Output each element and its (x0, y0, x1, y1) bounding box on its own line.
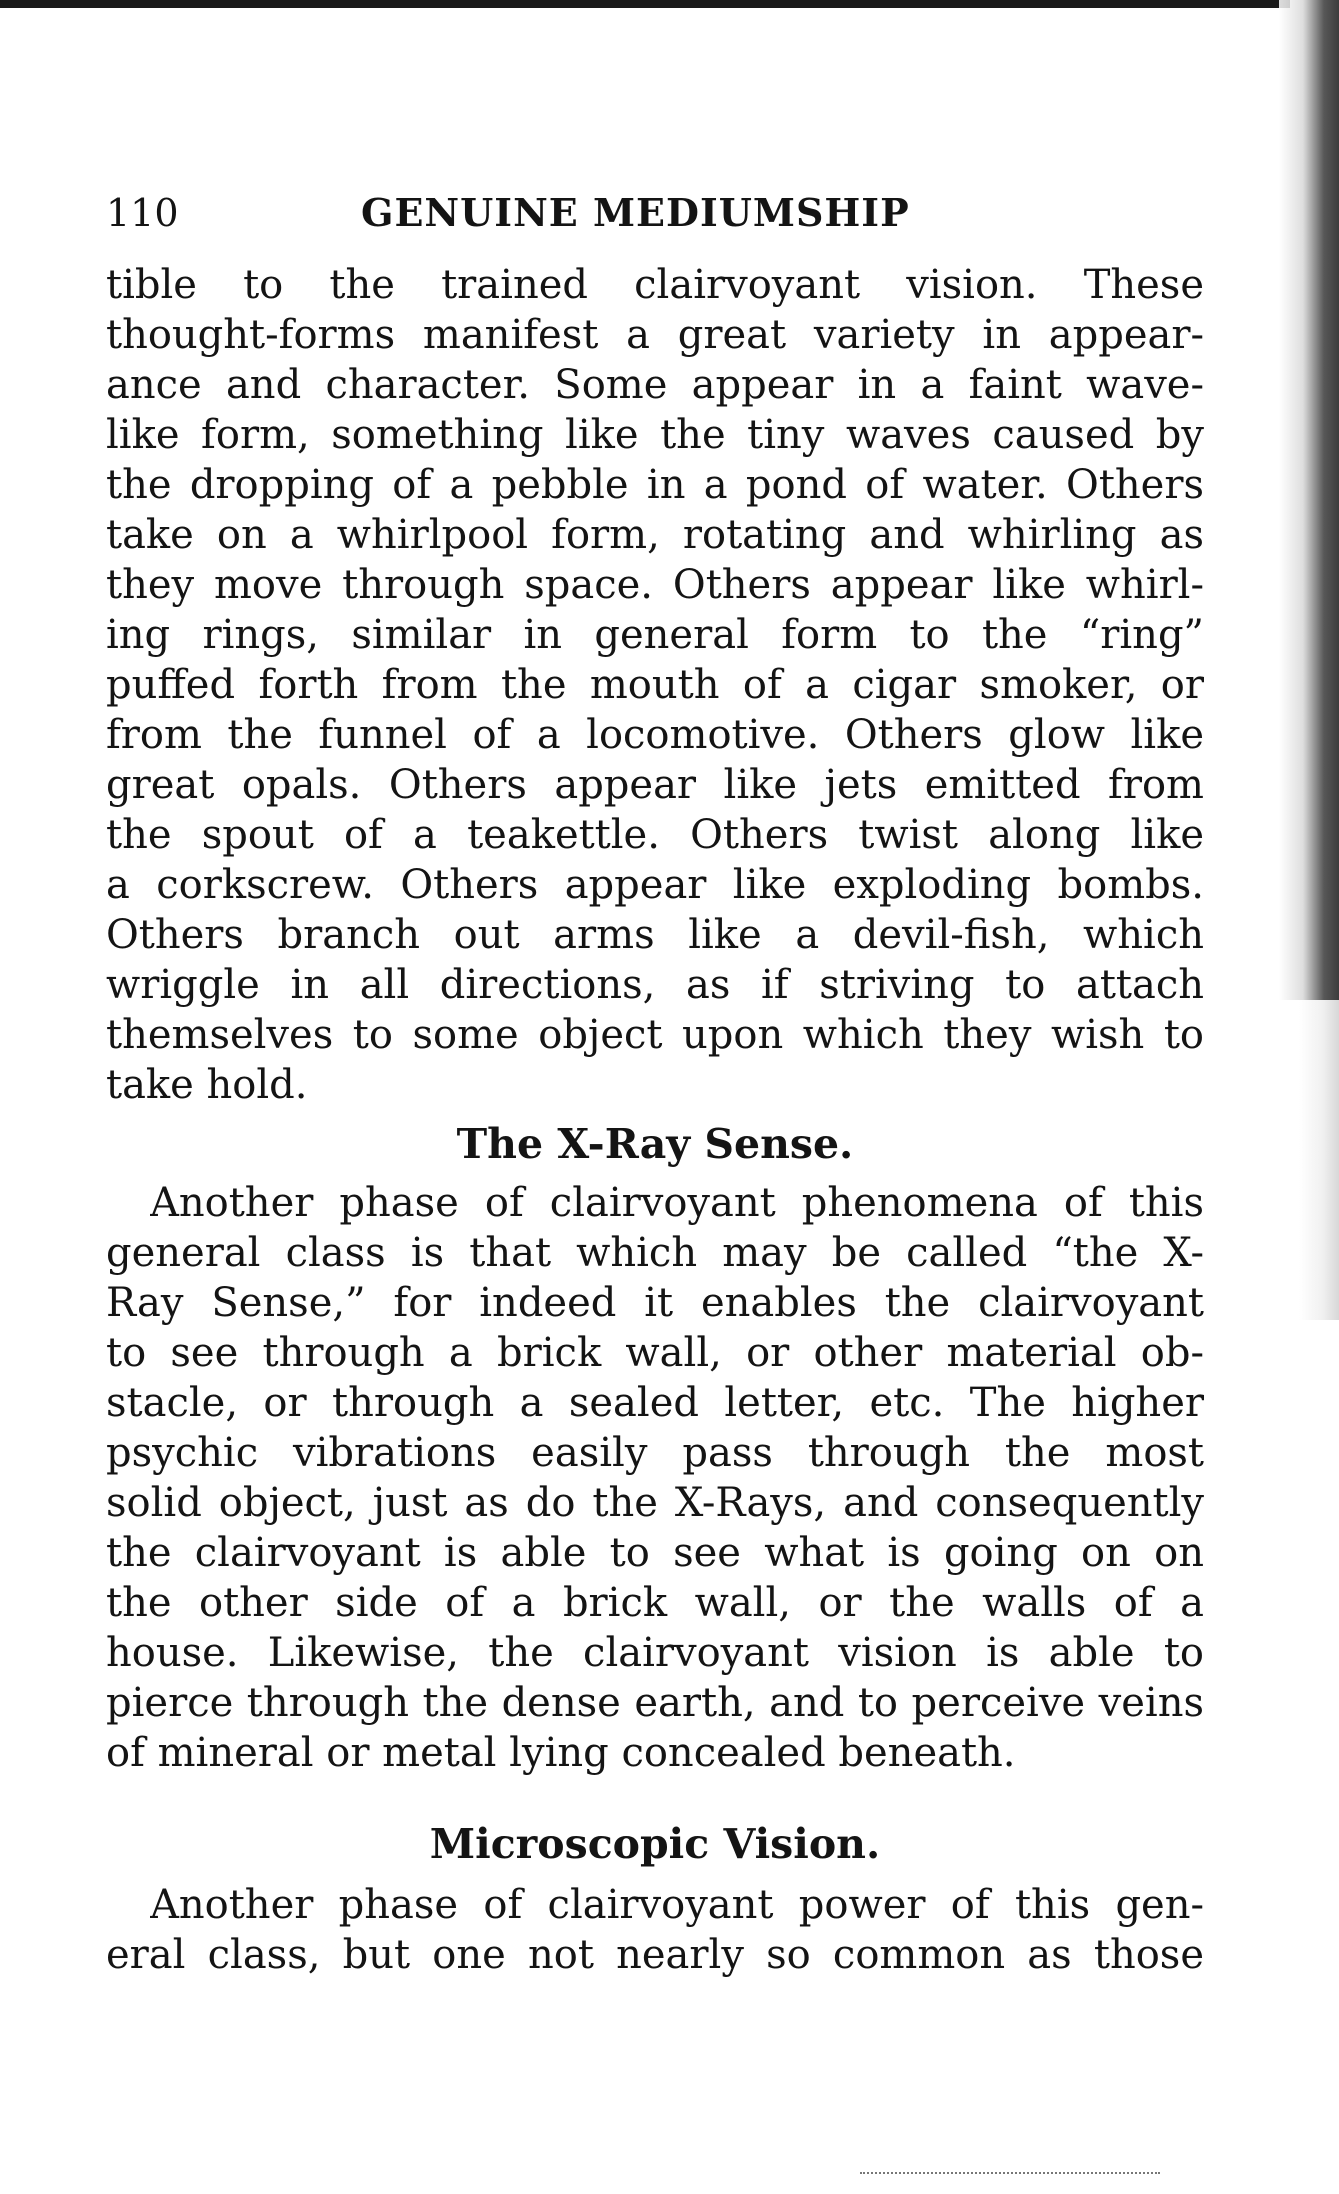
text-line: stacle, or through a sealed letter, etc. The higher (106, 1380, 1204, 1426)
text-line: the spout of a teakettle. Others twist along like (106, 812, 1204, 858)
section-heading-microscopic-vision: Microscopic Vision. (429, 1820, 881, 1868)
text-line: take on a whirlpool form, rotating and whirling as (106, 512, 1204, 558)
text-line: general class is that which may be called “the X- (106, 1230, 1204, 1276)
text-line: tible to the trained clairvoyant vision. These (106, 262, 1204, 308)
text-line: wriggle in all directions, as if striving to attach (106, 962, 1204, 1008)
text-line: to see through a brick wall, or other material ob- (106, 1330, 1204, 1376)
text-line: eral class, but one not nearly so common as those (106, 1932, 1204, 1978)
text-line: thought-forms manifest a great variety in appear- (106, 312, 1204, 358)
text-line: house. Likewise, the clairvoyant vision is able to (106, 1630, 1204, 1676)
text-line: Others branch out arms like a devil-fish, which (106, 912, 1204, 958)
running-title: GENUINE MEDIUMSHIP (361, 190, 910, 235)
page-header (106, 188, 1206, 238)
text-line: from the funnel of a locomotive. Others glow like (106, 712, 1204, 758)
text-line: they move through space. Others appear like whirl- (106, 562, 1204, 608)
text-line: the other side of a brick wall, or the walls of a (106, 1580, 1204, 1626)
text-line: the clairvoyant is able to see what is going on on (106, 1530, 1204, 1576)
text-line: pierce through the dense earth, and to perceive veins (106, 1680, 1204, 1726)
page-edge-shadow (1279, 0, 1339, 1000)
text-line: themselves to some object upon which they wish to (106, 1012, 1204, 1058)
text-line: Another phase of clairvoyant phenomena of this (150, 1180, 1204, 1226)
text-line: psychic vibrations easily pass through the most (106, 1430, 1204, 1476)
text-line: great opals. Others appear like jets emitted from (106, 762, 1204, 808)
text-line: the dropping of a pebble in a pond of water. Others (106, 462, 1204, 508)
text-line: take hold. (106, 1062, 308, 1108)
page-top-edge (0, 0, 1290, 8)
page-edge-shadow-lower (1299, 1000, 1339, 1320)
text-line: Another phase of clairvoyant power of this gen- (150, 1882, 1204, 1928)
text-line: ance and character. Some appear in a faint wave- (106, 362, 1204, 408)
text-line: Ray Sense,” for indeed it enables the clairvoyant (106, 1280, 1204, 1326)
text-line: like form, something like the tiny waves caused by (106, 412, 1204, 458)
text-line: solid object, just as do the X-Rays, and consequently (106, 1480, 1204, 1526)
page-bottom-edge (860, 2172, 1160, 2174)
text-line: puffed forth from the mouth of a cigar smoker, or (106, 662, 1204, 708)
page-number: 110 (106, 191, 179, 235)
text-line: a corkscrew. Others appear like exploding bombs. (106, 862, 1204, 908)
section-heading-x-ray-sense: The X-Ray Sense. (456, 1120, 854, 1168)
text-line: ing rings, similar in general form to the “ring” (106, 612, 1204, 658)
text-line: of mineral or metal lying concealed beneath. (106, 1730, 1016, 1776)
